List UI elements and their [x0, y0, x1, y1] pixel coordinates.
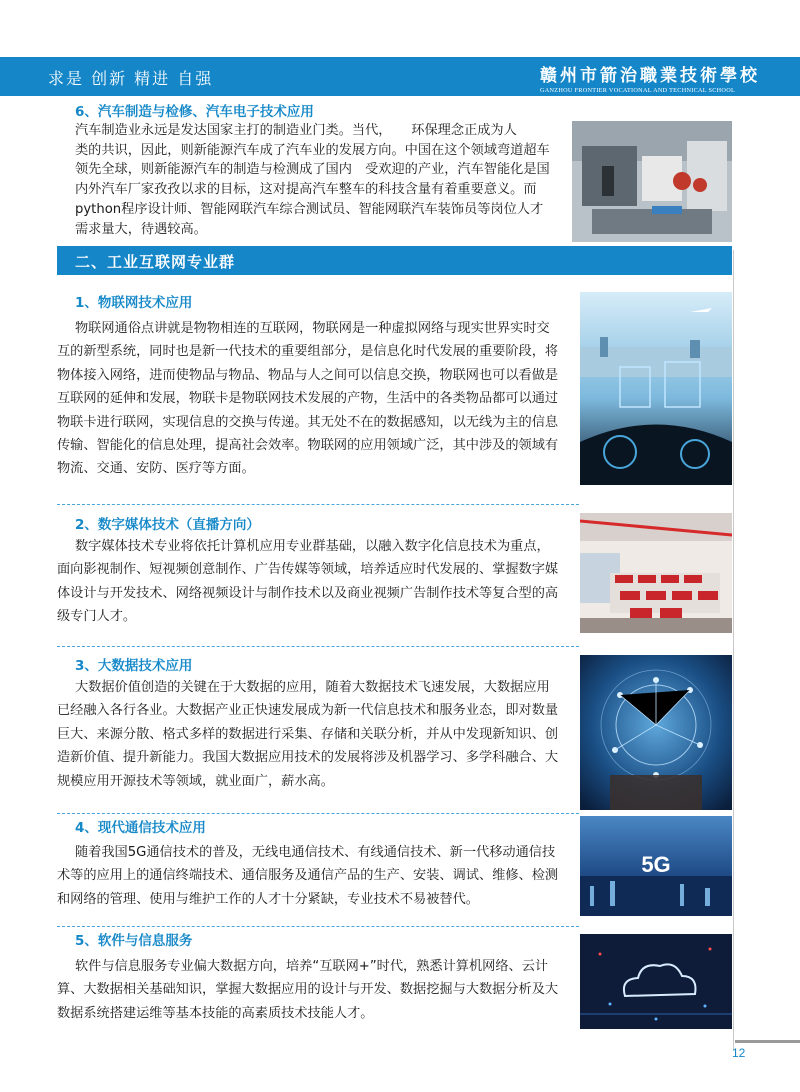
cloud-image	[580, 934, 732, 1029]
heading-communication: 4、现代通信技术应用	[75, 820, 206, 836]
section-divider	[57, 926, 579, 927]
text-line: 软件与信息服务专业偏大数据方向，培养“互联网+”时代，熟悉计算机网络、云计	[75, 959, 549, 974]
text-line: 数字媒体技术专业将依托计算机应用专业群基础，以融入数字化信息技术为重点，	[75, 539, 550, 554]
text-line: 类的共识，因此，则新能源汽车成了汽车业的发展方向。中国在这个领域弯道超车	[75, 142, 550, 158]
text-line: 内外汽车厂家孜孜以求的目标，这对提高汽车整车的科技含量有着重要意义。而	[75, 182, 537, 198]
heading-big-data: 3、大数据技术应用	[75, 658, 193, 674]
media-lab-image	[580, 513, 732, 633]
auto-factory-image	[572, 121, 732, 242]
paragraph-software	[57, 955, 572, 1025]
school-name-en: GANZHOU FRONTIER VOCATIONAL AND TECHNICAL SCHOOL	[540, 87, 736, 94]
iot-image	[580, 292, 732, 485]
text-line: 物联网通俗点讲就是物物相连的互联网，物联网是一种虚拟网络与现实世界实时交	[75, 321, 550, 336]
paragraph-big-data	[57, 676, 572, 793]
paragraph-iot	[57, 317, 572, 481]
5g-image	[580, 816, 732, 916]
text-line: 物体接入网络，进而使物品与物品、物品与人之间可以信息交换，物联网也可以看做是	[57, 367, 559, 383]
text-line: 术等的应用上的通信终端技术、通信服务及通信产品的生产、安装、调试、维修、检测	[57, 868, 559, 884]
section-divider	[57, 646, 579, 647]
text-line: 领先全球，则新能源汽车的制造与检测成了国内 受欢迎的产业，汽车智能化是国	[75, 162, 550, 178]
paragraph-digital-media	[57, 535, 572, 629]
text-line: 级专门人才。	[57, 609, 137, 625]
text-line: 数据系统搭建运维等基本技能的高素质技术技能人才。	[57, 1005, 374, 1021]
text-line: 需求量大，待遇较高。	[75, 221, 207, 237]
section-divider	[57, 813, 579, 814]
text-line: 面向影视制作、短视频创意制作、广告传媒等领域，培养适应时代发展的、掌握数字媒	[57, 562, 559, 578]
section-title: 二、工业互联网专业群	[75, 253, 236, 271]
5g-label: 5G	[641, 852, 671, 877]
text-line: 随着我国5G通信技术的普及，无线电通信技术、有线通信技术、新一代移动通信技	[75, 845, 556, 860]
text-line: 规模应用开源技术等领域，就业面广，薪水高。	[57, 773, 334, 789]
text-line: 互的新型系统，同时也是新一代技术的重要组部分，是信息化时代发展的重要阶段，将	[57, 344, 559, 360]
heading-software: 5、软件与信息服务	[75, 933, 193, 949]
right-margin-line	[733, 250, 734, 1050]
text-line: 体设计与开发技术、网络视频设计与制作技术以及商业视频广告制作技术等复合型的高	[57, 585, 559, 601]
text-line: 传输、智能化的信息处理，提高社会效率。物联网的应用领域广泛，其中涉及的领域有	[57, 438, 559, 454]
text-line: 大数据价值创造的关键在于大数据的应用，随着大数据技术飞速发展，大数据应用	[75, 680, 550, 695]
paragraph-auto	[75, 121, 565, 239]
text-line: 和网络的管理、使用与维护工作的人才十分紧缺，专业技术不易被替代。	[57, 891, 479, 907]
text-line: 物联卡进行联网，实现信息的交换与传递。其无处不在的数据感知，以无线为主的信息	[57, 414, 559, 430]
big-data-image	[580, 655, 732, 810]
heading-auto: 6、汽车制造与检修、汽车电子技术应用	[75, 104, 314, 120]
text-line: 物流、交通、安防、医疗等方面。	[57, 461, 255, 477]
text-line: 已经融入各行各业。大数据产业正快速发展成为新一代信息技术和服务业态，即对数量	[57, 703, 559, 719]
text-line: 互联网的延伸和发展，物联卡是物联网技术发展的产物，生活中的各类物品都可以通过	[57, 391, 559, 407]
text-line: python程序设计师、智能网联汽车综合测试员、智能网联汽车装饰员等岗位人才	[75, 201, 544, 217]
school-motto: 求是 创新 精进 自强	[48, 69, 214, 88]
text-line: 造新价值、提升新能力。我国大数据应用技术的发展将涉及机器学习、多学科融合、大	[57, 750, 559, 766]
paragraph-communication	[57, 841, 572, 911]
text-line: 巨大、来源分散、格式多样的数据进行采集、存储和关联分析，并从中发现新知识、创	[57, 726, 559, 742]
school-logo-text	[540, 61, 772, 94]
text-line: 算、大数据相关基础知识，掌握大数据应用的设计与开发、数据挖掘与大数据分析及大	[57, 982, 559, 998]
footer-line	[735, 1040, 800, 1043]
section-divider	[57, 504, 579, 505]
section-bar-industrial-internet	[57, 246, 732, 275]
heading-digital-media: 2、数字媒体技术（直播方向）	[75, 517, 260, 533]
page-number: 12	[732, 1046, 746, 1060]
text-line: 汽车制造业永远是发达国家主打的制造业门类。当代， 环保理念正成为人	[75, 123, 517, 138]
heading-iot: 1、物联网技术应用	[75, 295, 193, 311]
school-name-cn: 赣州市箭治職業技術學校	[540, 66, 760, 86]
